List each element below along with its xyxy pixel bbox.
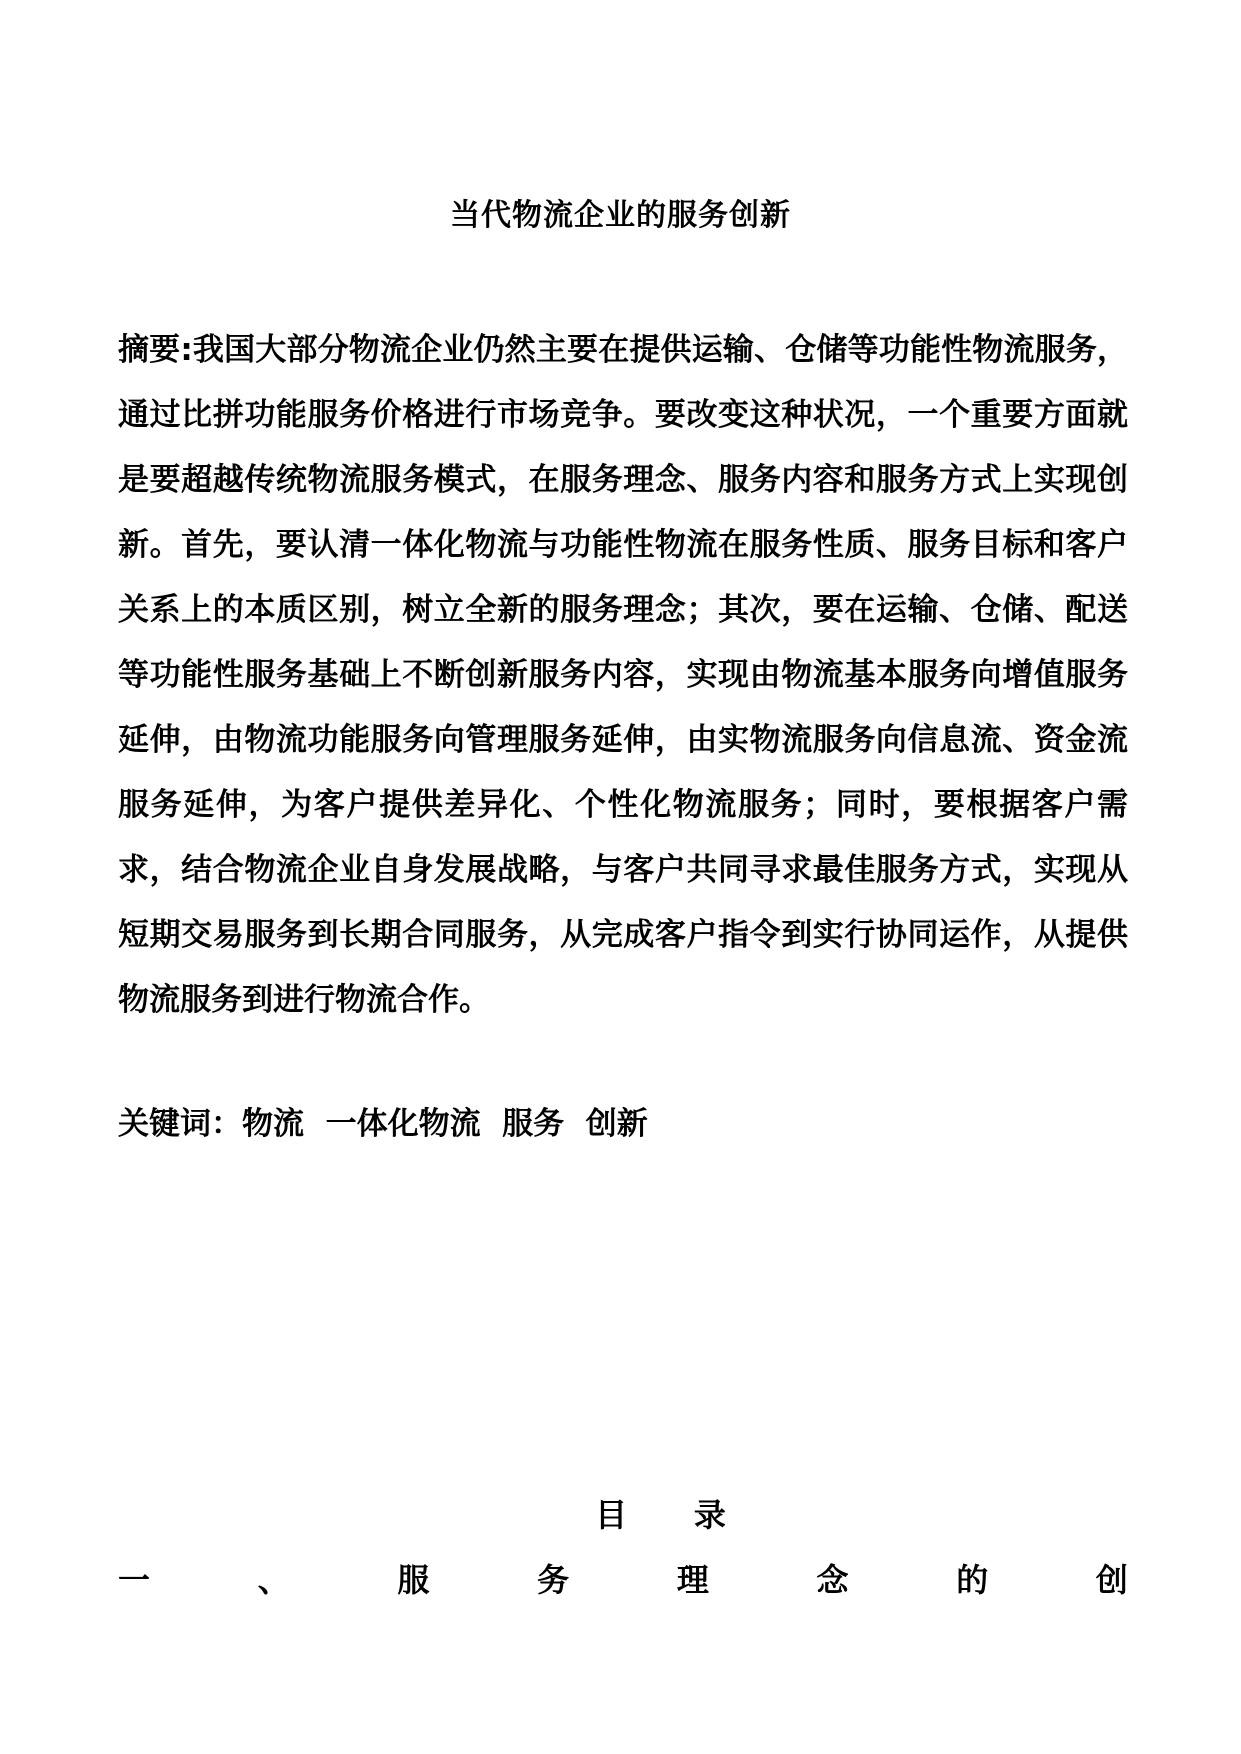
toc-char: 服 [397, 1561, 430, 1599]
toc-char: 的 [956, 1561, 989, 1599]
toc-char: 一 [118, 1561, 151, 1599]
document-title: 当代物流企业的服务创新 [450, 198, 791, 233]
toc-char: 创 [1095, 1561, 1128, 1599]
keywords-line: 关键词：物流 一体化物流 服务 创新 [118, 1106, 648, 1142]
toc-char: 务 [537, 1561, 570, 1599]
abstract-paragraph: 摘要:我国大部分物流企业仍然主要在提供运输、仓储等功能性物流服务，通过比拼功能服务价格进行市场竞争。要改变这种状况，一个重要方面就是要超越传统物流服务模式，在服务理念、服务内容和服务方式上实现创新。首先，要认清一体化物流与功能性物流在服务性质、服务目标和客户关系上的本质区别，树立全新的服务理念；其次，要在运输、仓储、配送等功能性服务基础上不断创新服务内容，实现由物流基本服务向增值服务延伸，由物流功能服务向管理服务延伸，由实物流服务向信息流、资金流服务延伸，为客户提供差异化、个性化物流服务；同时，要根据客户需求，结合物流企业自身发展战略，与客户共同寻求最佳服务方式，实现从短期交易服务到长期合同服务，从完成客户指令到实行协同运作，从提供物流服务到进行物流合作。 [118, 332, 1128, 1018]
toc-char: 、 [257, 1561, 290, 1599]
toc-char: 念 [816, 1561, 849, 1599]
toc-char: 理 [676, 1561, 709, 1599]
toc-first-entry [118, 1555, 1128, 1601]
toc-heading: 目 录 [595, 1496, 726, 1534]
